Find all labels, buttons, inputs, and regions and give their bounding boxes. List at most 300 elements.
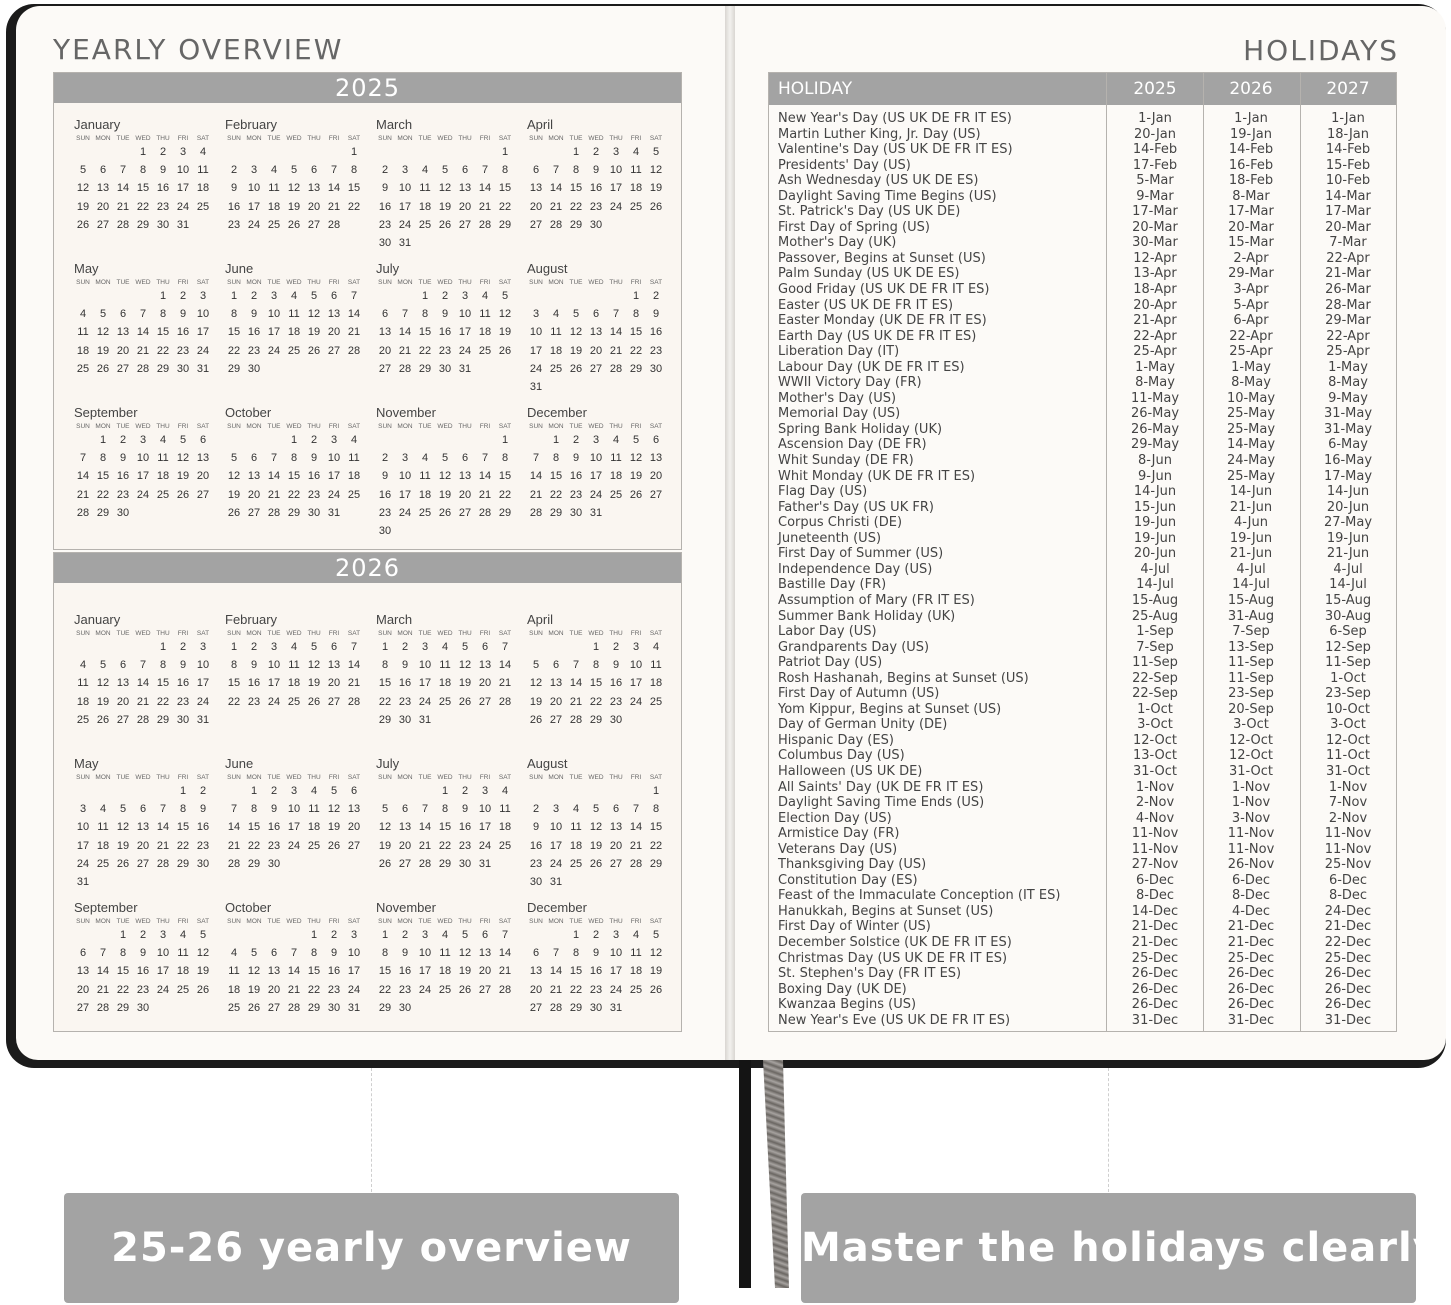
day-cell: 30 (327, 1001, 341, 1014)
week-row (205, 800, 361, 818)
day-cell: 15 (227, 677, 241, 690)
holiday-date-2027: 1-May (1328, 359, 1368, 375)
holiday-date-2025: 2-Nov (1135, 795, 1175, 811)
day-cell: 27 (478, 983, 492, 996)
week-row (54, 944, 210, 962)
day-cell: 13 (136, 821, 150, 834)
day-cell: 27 (307, 218, 321, 231)
day-cell: 15 (378, 965, 392, 978)
day-cell: 19 (649, 182, 663, 195)
weekday-label: SAT (347, 135, 361, 142)
holiday-date-2026: 25-Dec (1227, 950, 1275, 966)
day-cell: 28 (227, 857, 241, 870)
holiday-name: St. Patrick's Day (US UK DE) (778, 204, 961, 220)
day-cell: 10 (287, 803, 301, 816)
week-row (205, 782, 356, 800)
day-cell: 1 (421, 290, 429, 302)
day-cell: 31 (529, 381, 543, 394)
holiday-date-2025: 1-Sep (1136, 624, 1174, 640)
day-cell: 14 (498, 659, 512, 672)
weekday-label: FRI (177, 135, 189, 142)
weekday-label: THU (458, 135, 472, 142)
day-cell: 15 (378, 677, 392, 690)
holiday-name: Mother's Day (US) (778, 390, 897, 406)
weekday-label: SUN (227, 774, 241, 781)
day-cell: 8 (159, 659, 167, 672)
week-row (54, 305, 210, 323)
day-cell: 24 (176, 200, 190, 213)
day-cell: 22 (156, 695, 170, 708)
day-cell: 18 (549, 344, 563, 357)
day-cell: 11 (228, 965, 240, 978)
day-cell: 8 (179, 803, 187, 816)
day-cell: 20 (327, 677, 341, 690)
weekday-label: MON (246, 774, 262, 781)
week-row (54, 161, 209, 179)
weekday-label: FRI (328, 279, 340, 286)
day-cell: 15 (287, 470, 301, 483)
day-cell: 23 (116, 488, 130, 501)
holiday-date-2026: 21-Dec (1227, 934, 1275, 950)
holiday-date-2027: 1-Oct (1330, 670, 1366, 686)
day-cell: 31 (196, 713, 210, 726)
caption-yearly-overview: 25-26 yearly overview (64, 1193, 679, 1303)
weekday-header (507, 278, 663, 287)
day-cell: 30 (529, 876, 543, 889)
day-cell: 26 (438, 218, 452, 231)
weekday-header (54, 278, 210, 287)
day-cell: 21 (76, 488, 90, 501)
day-cell: 18 (629, 182, 643, 195)
holiday-date-2025: 25-Aug (1131, 608, 1179, 624)
month-september (54, 900, 210, 1017)
holiday-row (769, 764, 1396, 780)
weekday-label: WED (286, 774, 302, 781)
holiday-date-2026: 1-Jan (1234, 111, 1268, 126)
day-cell: 24 (609, 983, 623, 996)
day-cell: 2 (592, 929, 600, 941)
day-cell: 26 (378, 857, 392, 870)
holiday-name: Hanukkah, Begins at Sunset (US) (778, 903, 994, 919)
holiday-date-2026: 4-Jun (1234, 515, 1268, 531)
day-cell: 13 (347, 803, 361, 816)
day-cell: 2 (381, 164, 389, 177)
day-cell: 23 (649, 344, 663, 357)
day-cell: 26 (307, 695, 321, 708)
weekday-header (356, 773, 512, 782)
day-cell: 7 (230, 803, 238, 816)
week-row (507, 143, 658, 161)
holiday-date-2026: 11-Nov (1227, 826, 1275, 842)
holiday-name: Liberation Day (IT) (778, 344, 900, 360)
holiday-date-2027: 19-Jun (1326, 530, 1370, 546)
day-cell: 13 (76, 965, 90, 978)
day-cell: 20 (529, 200, 543, 213)
day-cell: 12 (327, 803, 341, 816)
holiday-name: Spring Bank Holiday (UK) (778, 421, 943, 437)
day-cell: 17 (247, 200, 261, 213)
holiday-row (769, 173, 1396, 189)
week-row (507, 711, 658, 729)
week-row (507, 674, 663, 692)
day-cell: 23 (378, 506, 392, 519)
holiday-date-2026: 26-Dec (1227, 966, 1275, 982)
day-cell: 1 (350, 146, 358, 158)
day-cell: 18 (196, 182, 210, 195)
day-cell: 4 (199, 146, 207, 158)
holiday-date-2025: 19-Jun (1133, 530, 1177, 546)
holiday-name: Summer Bank Holiday (UK) (778, 608, 956, 624)
day-cell: 27 (327, 695, 341, 708)
weekday-label: SAT (196, 918, 210, 925)
holiday-date-2027: 22-Apr (1326, 250, 1370, 266)
weekday-label: MON (95, 918, 111, 925)
day-cell: 15 (156, 677, 170, 690)
day-cell: 24 (247, 218, 261, 231)
weekday-label: TUE (569, 135, 583, 142)
holiday-date-2026: 20-Mar (1228, 219, 1274, 235)
day-cell: 18 (418, 200, 432, 213)
day-cell: 17 (418, 965, 432, 978)
day-cell: 5 (532, 659, 540, 672)
week-row (507, 944, 663, 962)
day-cell: 4 (99, 803, 107, 816)
day-cell: 29 (96, 506, 110, 519)
holiday-date-2026: 17-Mar (1228, 204, 1274, 220)
weekday-label: FRI (177, 774, 189, 781)
day-cell: 21 (156, 839, 170, 852)
weekday-label: WED (437, 135, 453, 142)
day-cell: 4 (179, 929, 187, 941)
weekday-label: MON (397, 423, 413, 430)
weekday-label: WED (588, 918, 604, 925)
day-cell: 23 (156, 200, 170, 213)
weekday-label: TUE (418, 630, 432, 637)
day-cell: 30 (398, 713, 412, 726)
day-cell: 4 (350, 434, 358, 446)
day-cell: 9 (401, 947, 409, 960)
month-april (507, 117, 663, 234)
day-cell: 27 (116, 362, 130, 375)
holiday-date-2025: 20-Jun (1133, 546, 1177, 562)
day-cell: 8 (230, 308, 238, 321)
day-cell: 7 (139, 659, 147, 672)
holiday-date-2026: 1-May (1231, 359, 1271, 375)
holiday-date-2026: 24-May (1226, 453, 1276, 469)
week-row (205, 981, 361, 999)
weekday-label: MON (548, 918, 564, 925)
day-cell: 1 (652, 785, 660, 797)
holiday-name: First Day of Winter (US) (778, 919, 931, 935)
holiday-date-2026: 7-Sep (1232, 624, 1270, 640)
week-row (356, 926, 507, 944)
day-cell: 29 (116, 1001, 130, 1014)
holiday-date-2026: 25-Apr (1229, 344, 1273, 360)
holiday-row (769, 842, 1396, 858)
day-cell: 27 (327, 344, 341, 357)
day-cell: 27 (347, 839, 361, 852)
weekday-header (54, 422, 210, 431)
day-cell: 22 (287, 488, 301, 501)
day-cell: 14 (549, 182, 563, 195)
day-cell: 21 (609, 344, 623, 357)
day-cell: 17 (589, 470, 603, 483)
week-row (356, 855, 507, 873)
weekday-label: SUN (227, 135, 241, 142)
day-cell: 6 (481, 929, 489, 941)
holiday-name: New Year's Eve (US UK DE FR IT ES) (778, 1012, 1011, 1028)
holiday-name: Easter (US UK DE FR IT ES) (778, 297, 954, 313)
weekday-label: THU (156, 279, 170, 286)
day-cell: 27 (116, 713, 130, 726)
day-cell: 8 (592, 659, 600, 672)
holiday-date-2027: 26-Dec (1324, 966, 1372, 982)
day-cell: 13 (378, 326, 392, 339)
month-name: December (527, 405, 587, 420)
day-cell: 28 (347, 344, 361, 357)
holiday-name: Labour Day (UK DE FR IT ES) (778, 359, 965, 375)
day-cell: 30 (609, 713, 623, 726)
holiday-name: Hispanic Day (ES) (778, 732, 894, 748)
weekday-label: THU (307, 423, 321, 430)
weekday-label: FRI (630, 918, 642, 925)
day-cell: 4 (501, 785, 509, 797)
holiday-date-2027: 21-Jun (1326, 546, 1370, 562)
day-cell: 22 (589, 695, 603, 708)
day-cell: 23 (327, 983, 341, 996)
holiday-date-2026: 1-Nov (1231, 795, 1271, 811)
weekday-label: SUN (529, 774, 543, 781)
day-cell: 31 (176, 218, 190, 231)
month-name: December (527, 900, 587, 915)
day-cell: 22 (176, 839, 190, 852)
weekday-header (205, 773, 361, 782)
day-cell: 25 (629, 983, 643, 996)
weekday-label: SUN (76, 135, 90, 142)
day-cell: 29 (247, 857, 261, 870)
day-cell: 19 (176, 470, 190, 483)
weekday-label: THU (609, 918, 623, 925)
holiday-row (769, 1013, 1396, 1029)
day-cell: 23 (227, 218, 241, 231)
day-cell: 19 (649, 965, 663, 978)
day-cell: 4 (79, 308, 87, 321)
holiday-row (769, 935, 1396, 951)
day-cell: 31 (418, 713, 432, 726)
holiday-row (769, 686, 1396, 702)
day-cell: 10 (609, 947, 623, 960)
weekday-header (356, 134, 512, 143)
day-cell: 7 (119, 164, 127, 177)
day-cell: 6 (552, 659, 560, 672)
day-cell: 9 (612, 659, 620, 672)
holiday-date-2027: 21-Mar (1325, 266, 1371, 282)
day-cell: 16 (378, 488, 392, 501)
day-cell: 28 (327, 218, 341, 231)
day-cell: 11 (650, 659, 662, 672)
day-cell: 11 (439, 947, 451, 960)
day-cell: 7 (330, 164, 338, 177)
day-cell: 20 (589, 344, 603, 357)
weekday-label: SUN (227, 918, 241, 925)
day-cell: 24 (418, 983, 432, 996)
day-cell: 16 (196, 821, 210, 834)
day-cell: 1 (159, 641, 167, 653)
yearly-overview-title: YEARLY OVERVIEW (53, 33, 344, 66)
holiday-date-2027: 25-Apr (1326, 344, 1370, 360)
weekday-label: WED (135, 630, 151, 637)
week-row (356, 449, 507, 467)
holiday-date-2027: 6-May (1328, 437, 1368, 453)
day-cell: 23 (267, 839, 281, 852)
day-cell: 18 (478, 326, 492, 339)
weekday-label: FRI (177, 918, 189, 925)
weekday-label: FRI (479, 774, 491, 781)
day-cell: 16 (176, 677, 190, 690)
day-cell: 24 (136, 488, 150, 501)
day-cell: 21 (529, 488, 543, 501)
day-cell: 12 (529, 677, 543, 690)
day-cell: 14 (609, 326, 623, 339)
day-cell: 18 (96, 839, 110, 852)
day-cell: 21 (569, 695, 583, 708)
day-cell: 30 (458, 857, 472, 870)
day-cell: 20 (347, 821, 361, 834)
weekday-label: SAT (196, 630, 210, 637)
holiday-date-2027: 17-May (1323, 468, 1373, 484)
day-cell: 16 (378, 200, 392, 213)
week-row (54, 782, 205, 800)
day-cell: 13 (398, 821, 412, 834)
month-name: September (74, 900, 138, 915)
day-cell: 4 (79, 659, 87, 672)
day-cell: 15 (569, 182, 583, 195)
holiday-date-2025: 22-Sep (1132, 670, 1178, 686)
week-row (356, 818, 512, 836)
day-cell: 18 (347, 470, 361, 483)
day-cell: 21 (287, 983, 301, 996)
holiday-date-2025: 29-May (1130, 437, 1180, 453)
day-cell: 3 (421, 641, 429, 653)
day-cell: 19 (76, 200, 90, 213)
day-cell: 15 (156, 326, 170, 339)
month-name: July (376, 261, 400, 276)
month-may (54, 756, 210, 891)
day-cell: 1 (119, 929, 127, 941)
day-cell: 12 (569, 326, 583, 339)
weekday-label: MON (95, 135, 111, 142)
holiday-date-2025: 27-Nov (1131, 857, 1179, 873)
day-cell: 1 (381, 929, 389, 941)
day-cell: 14 (327, 182, 341, 195)
month-july (356, 261, 512, 378)
month-december (507, 405, 663, 522)
day-cell: 2 (381, 452, 389, 465)
weekday-label: SAT (649, 630, 663, 637)
month-name: August (527, 261, 568, 276)
holiday-date-2027: 11-Sep (1325, 655, 1371, 671)
day-cell: 2 (441, 290, 449, 302)
weekday-label: SUN (76, 774, 90, 781)
holiday-date-2027: 25-Dec (1324, 950, 1372, 966)
day-cell: 21 (267, 488, 281, 501)
day-cell: 11 (177, 947, 189, 960)
day-cell: 5 (230, 452, 238, 465)
week-row (54, 198, 210, 216)
day-cell: 26 (247, 1001, 261, 1014)
day-cell: 3 (199, 641, 207, 653)
day-cell: 10 (549, 821, 563, 834)
weekday-label: SAT (498, 774, 512, 781)
day-cell: 27 (136, 857, 150, 870)
day-cell: 26 (287, 218, 301, 231)
day-cell: 9 (381, 470, 389, 483)
day-cell: 5 (652, 929, 660, 941)
day-cell: 8 (250, 803, 258, 816)
week-row (205, 360, 356, 378)
day-cell: 22 (378, 695, 392, 708)
day-cell: 29 (378, 1001, 392, 1014)
day-cell: 23 (247, 695, 261, 708)
holiday-row (769, 469, 1396, 485)
week-row (356, 693, 512, 711)
weekday-header (356, 422, 512, 431)
weekday-label: THU (609, 630, 623, 637)
day-cell: 20 (378, 344, 392, 357)
day-cell: 25 (649, 695, 663, 708)
holiday-date-2025: 5-Mar (1136, 173, 1174, 189)
week-row (507, 800, 658, 818)
holiday-name: Day of German Unity (DE) (778, 717, 948, 733)
weekday-label: TUE (267, 135, 281, 142)
weekday-label: MON (95, 630, 111, 637)
holiday-name: Veterans Day (US) (778, 841, 898, 857)
weekday-label: WED (135, 423, 151, 430)
day-cell: 13 (478, 947, 492, 960)
day-cell: 20 (478, 965, 492, 978)
holiday-date-2025: 11-Nov (1131, 826, 1179, 842)
weekday-header (205, 422, 361, 431)
day-cell: 31 (398, 237, 412, 250)
day-cell: 13 (307, 182, 321, 195)
day-cell: 12 (196, 947, 210, 960)
week-row (205, 431, 356, 449)
day-cell: 3 (612, 929, 620, 941)
day-cell: 8 (421, 308, 429, 321)
day-cell: 24 (196, 344, 210, 357)
weekday-label: SAT (347, 918, 361, 925)
day-cell: 20 (116, 695, 130, 708)
weekday-label: THU (458, 918, 472, 925)
holiday-date-2026: 15-Aug (1227, 592, 1275, 608)
day-cell: 18 (418, 488, 432, 501)
holidays-title: HOLIDAYS (1243, 34, 1399, 67)
holiday-name: Memorial Day (US) (778, 406, 901, 422)
weekday-label: FRI (328, 630, 340, 637)
holiday-date-2025: 14-Jul (1136, 577, 1174, 593)
day-cell: 30 (378, 237, 392, 250)
holiday-date-2025: 13-Apr (1133, 266, 1177, 282)
day-cell: 6 (199, 434, 207, 446)
week-row (356, 782, 507, 800)
day-cell: 11 (419, 182, 431, 195)
day-cell: 11 (499, 803, 511, 816)
week-row (54, 873, 205, 891)
day-cell: 5 (461, 929, 469, 941)
week-row (356, 962, 512, 980)
day-cell: 8 (119, 947, 127, 960)
week-row (54, 674, 210, 692)
